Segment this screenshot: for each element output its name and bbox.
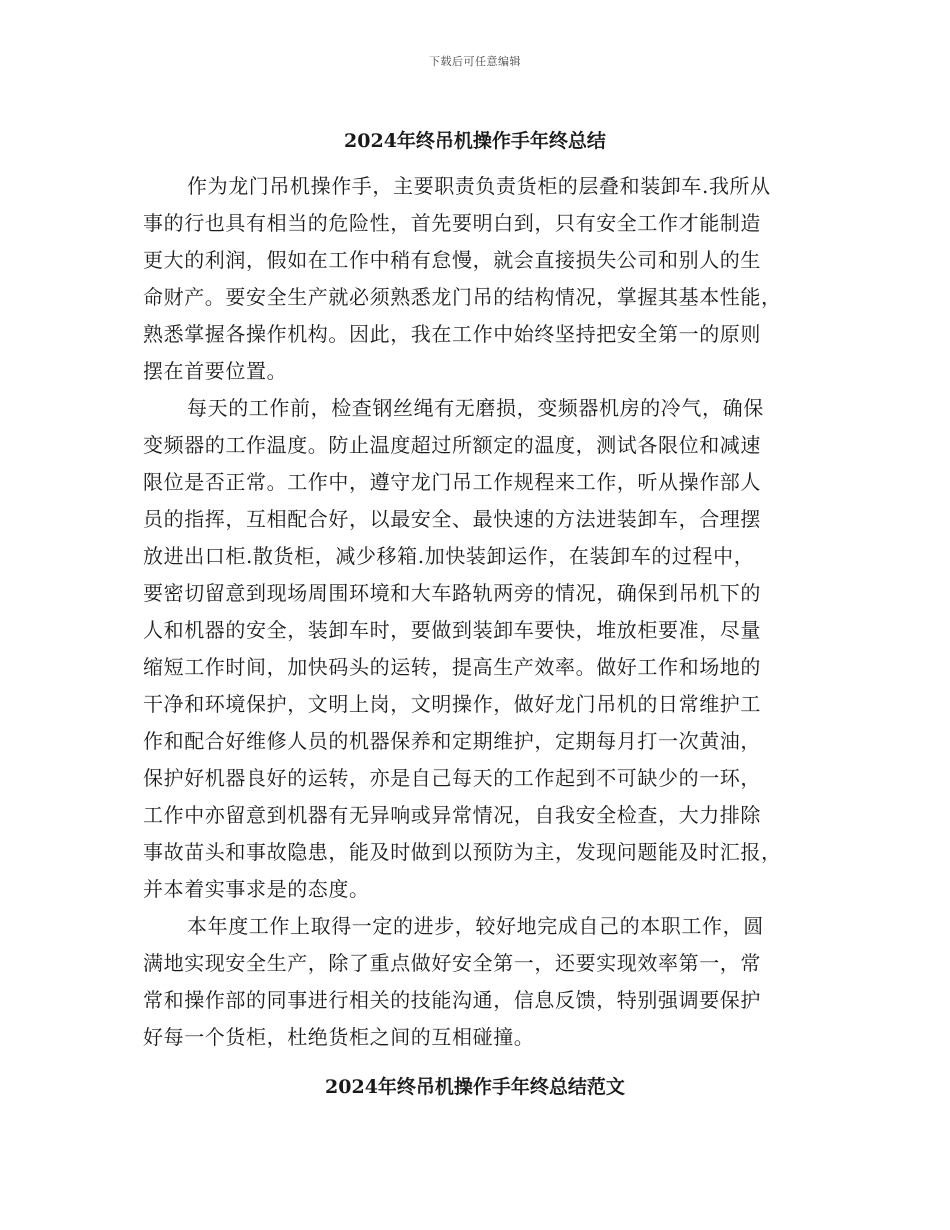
text-line: 事的行也具有相当的危险性，首先要明白到，只有安全工作才能制造	[143, 211, 761, 235]
text-line: 放进出口柜.散货柜，减少移箱.加快装卸运作，在装卸车的过程中，	[143, 544, 755, 568]
text-line: 保护好机器良好的运转，亦是自己每天的工作起到不可缺少的一环，	[143, 766, 761, 790]
text-line: 常和操作部的同事进行相关的技能沟通，信息反馈，特别强调要保护	[143, 988, 761, 1012]
text-line: 事故苗头和事故隐患，能及时做到以预防为主，发现问题能及时汇报，	[143, 840, 782, 864]
text-line: 好每一个货柜，杜绝货柜之间的互相碰撞。	[143, 1025, 535, 1049]
text-line: 摆在首要位置。	[143, 359, 288, 383]
text-line: 人和机器的安全，装卸车时，要做到装卸车要快，堆放柜要准，尽量	[143, 618, 761, 642]
text-line: 命财产。要安全生产就必须熟悉龙门吊的结构情况，掌握其基本性能，	[143, 285, 782, 309]
text-line: 变频器的工作温度。防止温度超过所额定的温度，测试各限位和减速	[143, 433, 761, 457]
text-line: 工作中亦留意到机器有无异响或异常情况，自我安全检查，大力排除	[143, 803, 761, 827]
text-line: 员的指挥，互相配合好，以最安全、最快速的方法进装卸车，合理摆	[143, 507, 761, 531]
text-line: 更大的利润，假如在工作中稍有怠慢，就会直接损失公司和别人的生	[143, 248, 761, 272]
text-line: 作和配合好维修人员的机器保养和定期维护，定期每月打一次黄油，	[143, 729, 761, 753]
text-line: 每天的工作前，检查钢丝绳有无磨损，变频器机房的冷气，确保	[187, 396, 764, 420]
paragraph	[143, 168, 833, 390]
text-line: 干净和环境保护，文明上岗，文明操作，做好龙门吊机的日常维护工	[143, 692, 761, 716]
text-line: 满地实现安全生产，除了重点做好安全第一，还要实现效率第一，常	[143, 951, 761, 975]
next-section-title: 2024年终吊机操作手年终总结范文	[325, 1076, 625, 1098]
document-title: 2024年终吊机操作手年终总结	[344, 130, 606, 152]
text-line: 作为龙门吊机操作手，主要职责负责货柜的层叠和装卸车.我所从	[187, 174, 771, 198]
paragraph	[143, 908, 833, 1056]
text-line: 缩短工作时间，加快码头的运转，提高生产效率。做好工作和场地的	[143, 655, 761, 679]
download-note: 下载后可任意编辑	[429, 55, 521, 68]
text-line: 熟悉掌握各操作机构。因此，我在工作中始终坚持把安全第一的原则	[143, 322, 761, 346]
text-line: 限位是否正常。工作中，遵守龙门吊工作规程来工作，听从操作部人	[143, 470, 761, 494]
paragraph	[143, 390, 833, 908]
text-line: 要密切留意到现场周围环境和大车路轨两旁的情况，确保到吊机下的	[143, 581, 761, 605]
text-line: 本年度工作上取得一定的进步，较好地完成自己的本职工作，圆	[187, 914, 764, 938]
document-body	[143, 168, 833, 1056]
text-line: 并本着实事求是的态度。	[143, 877, 370, 901]
